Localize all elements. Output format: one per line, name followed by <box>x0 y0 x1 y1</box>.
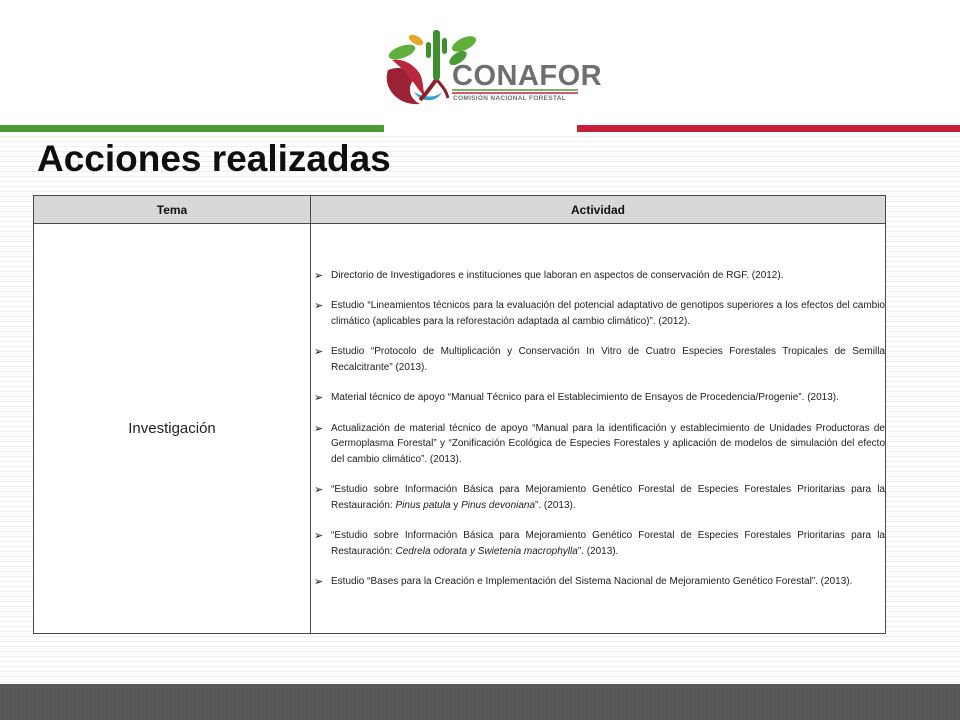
arrow-bullet-icon: ➢ <box>314 484 324 496</box>
species-name: Pinus patula <box>395 499 451 511</box>
table-header-row <box>34 196 886 224</box>
arrow-bullet-icon: ➢ <box>314 422 324 435</box>
list-item <box>311 298 885 329</box>
activity-text-part: ”. (2013). <box>535 499 576 511</box>
tema-cell: Investigación <box>34 224 311 634</box>
activity-text: Directorio de Investigadores e instituciones que laboran en aspectos de conservación de RGF. (2012). <box>331 269 784 281</box>
activity-text-part: ”. (2013). <box>577 545 619 557</box>
arrow-bullet-icon: ➢ <box>314 576 324 588</box>
list-item <box>311 528 885 559</box>
accent-bar-red <box>577 125 960 132</box>
footer-pattern <box>0 684 960 720</box>
column-header-tema: Tema <box>34 196 311 224</box>
slide-title: Acciones realizadas <box>37 138 391 179</box>
list-item <box>311 344 885 375</box>
accent-bar-green <box>0 125 384 132</box>
arrow-bullet-icon: ➢ <box>314 392 324 404</box>
activity-text: Material técnico de apoyo “Manual Técnico para el Establecimiento de Ensayos de Procedencia/Progenie”. (2013). <box>331 392 839 403</box>
list-item <box>311 574 885 590</box>
species-name: Cedrela odorata <box>395 545 468 557</box>
logo-name: CONAFOR <box>452 60 603 92</box>
list-item <box>311 390 885 406</box>
arrow-bullet-icon: ➢ <box>314 269 324 282</box>
activity-text-part: “Estudio sobre Información Básica para Mejoramiento Genético Forestal de Especies Forestales Prioritarias para la Restauración: <box>331 530 885 557</box>
activity-text: Estudio “Lineamientos técnicos para la evaluación del potencial adaptativo de genotipos superiores a los efectos del cambio climático (aplicables para la reforestación adaptada al cambio climático)”. (2012). <box>331 300 885 327</box>
activity-text-part: y <box>450 499 462 511</box>
activity-list <box>311 268 885 590</box>
list-item <box>311 421 885 468</box>
slide-footer <box>0 684 960 720</box>
activity-text: Actualización de material técnico de apoyo “Manual para la identificación y establecimiento de Unidades Productoras de Germoplasma Forestal” y “Zonificación Ecológica de Especies Forestales y aplicación de modelos de simulación del efecto del cambio climático”. (2013). <box>331 422 885 465</box>
arrow-bullet-icon: ➢ <box>314 346 324 358</box>
list-item <box>311 268 885 284</box>
actividad-cell <box>311 224 886 634</box>
table-row <box>34 224 886 634</box>
activity-text-part: y <box>467 545 478 557</box>
activity-text: Estudio “Protocolo de Multiplicación y Conservación In Vitro de Cuatro Especies Forestales Tropicales de Semilla Recalcitrante” (2013). <box>331 346 885 373</box>
arrow-bullet-icon: ➢ <box>314 530 324 542</box>
column-header-actividad: Actividad <box>311 196 886 224</box>
species-name: Swietenia macrophylla <box>477 545 578 557</box>
activity-text-part: “Estudio sobre Información Básica para Mejoramiento Genético Forestal de Especies Forestales Prioritarias para la Restauración: <box>331 484 885 511</box>
activity-text: Estudio “Bases para la Creación e Implementación del Sistema Nacional de Mejoramiento Genético Forestal”. (2013). <box>331 576 853 587</box>
logo-subtitle: COMISIÓN NACIONAL FORESTAL <box>453 95 567 102</box>
list-item <box>311 482 885 513</box>
arrow-bullet-icon: ➢ <box>314 300 324 312</box>
species-name: Pinus devoniana <box>461 499 536 511</box>
slide-header <box>0 0 960 125</box>
actions-table <box>33 195 886 634</box>
